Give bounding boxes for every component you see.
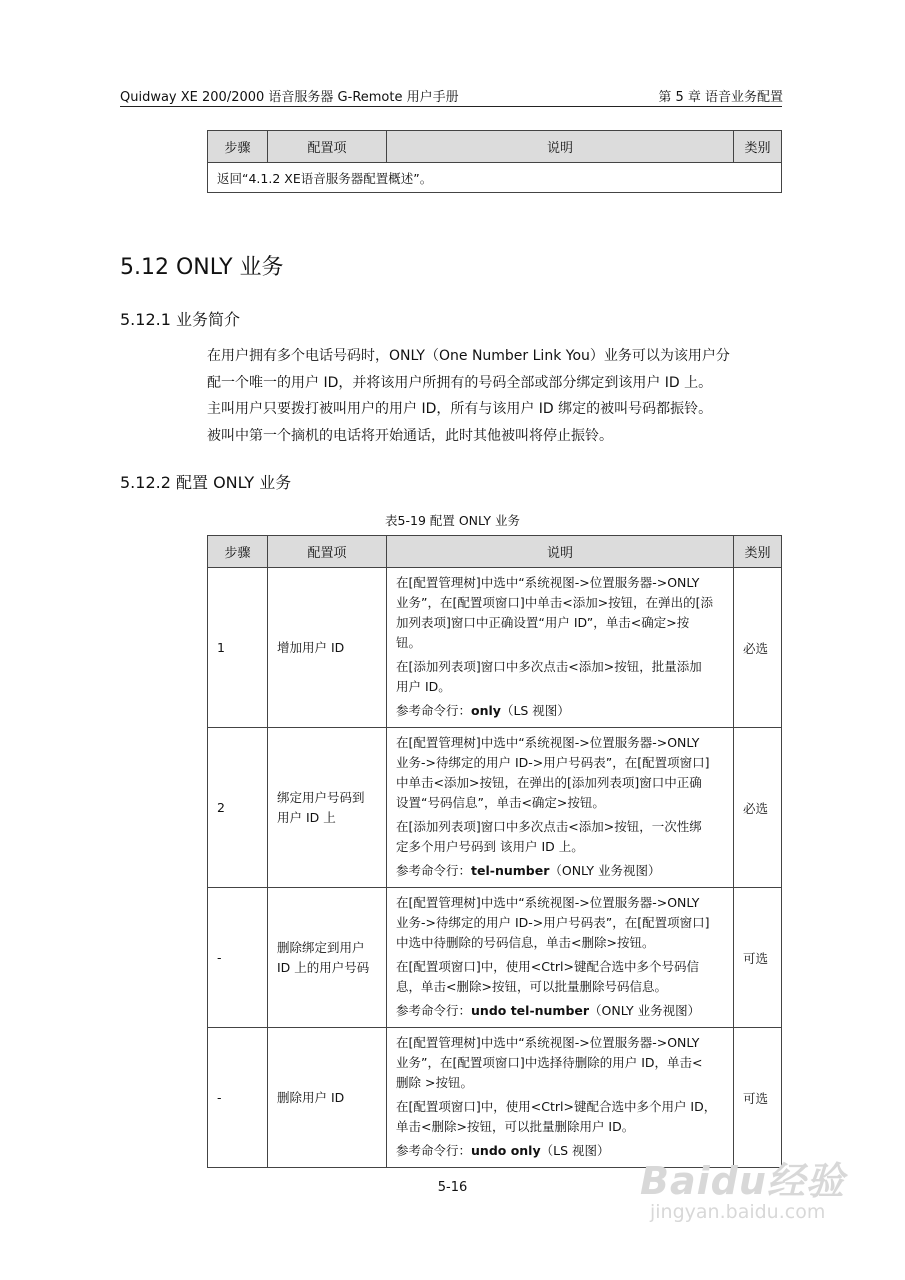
continued-table [207, 130, 782, 193]
desc-line: 在[添加列表项]窗口中多次点击<添加>按钮，一次性绑 [396, 819, 702, 834]
desc-line: 业务”，在[配置项窗口]中选择待删除的用户 ID，单击< [396, 1055, 703, 1070]
desc-paragraph [396, 1033, 724, 1093]
type-cell [734, 728, 782, 888]
type-label: 必选 [743, 640, 769, 656]
cmd-prefix: 参考命令行： [396, 863, 472, 878]
desc-line: 息，单击<删除>按钮，可以批量删除号码信息。 [396, 979, 667, 994]
header-item: 配置项 [268, 131, 387, 163]
desc-cell [387, 1028, 734, 1168]
item-line: 增加用户 ID [277, 639, 345, 655]
desc-line: 业务->待绑定的用户 ID->用户号码表”，在[配置项窗口] [396, 755, 710, 770]
desc-line: 中选中待删除的号码信息，单击<删除>按钮。 [396, 935, 655, 950]
desc-line: 定多个用户号码到 该用户 ID 上。 [396, 839, 584, 854]
step-cell [208, 568, 268, 728]
desc-line: 钮。 [396, 635, 422, 650]
item-line: 删除用户 ID [277, 1089, 345, 1105]
subsection-title-intro: 5.12.1 业务简介 [120, 310, 240, 329]
intro-line: 主叫用户只要拨打被叫用户的用户 ID，所有与该用户 ID 绑定的被叫号码都振铃。 [207, 401, 713, 417]
cmd-suffix: （ONLY 业务视图） [589, 1003, 701, 1018]
desc-line: 在[配置项窗口]中，使用<Ctrl>键配合选中多个用户 ID， [396, 1099, 717, 1114]
item-cell [268, 728, 387, 888]
item-line: ID 上的用户号码 [277, 959, 370, 975]
table-row [208, 728, 782, 888]
header-type: 类别 [734, 536, 782, 568]
desc-line: 在[配置管理树]中选中“系统视图->位置服务器->ONLY [396, 575, 700, 590]
desc-paragraph [396, 1097, 724, 1137]
subsection-title-config: 5.12.2 配置 ONLY 业务 [120, 473, 292, 492]
header-rule [120, 106, 782, 107]
desc-line: 加列表项]窗口中正确设置“用户 ID”，单击<确定>按 [396, 615, 690, 630]
table-caption: 表5-19 配置 ONLY 业务 [385, 513, 520, 528]
desc-line: 在[配置管理树]中选中“系统视图->位置服务器->ONLY [396, 895, 700, 910]
table-row [208, 568, 782, 728]
running-header-right: 第 5 章 语音业务配置 [658, 90, 783, 105]
desc-paragraph [396, 733, 724, 813]
baidu-watermark [640, 1150, 845, 1223]
desc-line: 业务->待绑定的用户 ID->用户号码表”，在[配置项窗口] [396, 915, 710, 930]
desc-line: 用户 ID。 [396, 679, 451, 694]
desc-line: 在[配置项窗口]中，使用<Ctrl>键配合选中多个号码信 [396, 959, 699, 974]
intro-line: 被叫中第一个摘机的电话将开始通话，此时其他被叫将停止振铃。 [207, 427, 613, 444]
type-cell [734, 888, 782, 1028]
desc-line: 删除 >按钮。 [396, 1075, 473, 1090]
desc-line: 在[配置管理树]中选中“系统视图->位置服务器->ONLY [396, 1035, 700, 1050]
table-row [208, 888, 782, 1028]
cmd-suffix: （LS 视图） [540, 1143, 610, 1158]
page-number: 5-16 [437, 1180, 468, 1195]
item-cell [268, 568, 387, 728]
cmd-prefix: 参考命令行： [396, 1003, 472, 1018]
table-header-row [208, 536, 782, 568]
step-cell [208, 888, 268, 1028]
table-row [208, 1028, 782, 1168]
reference-command [396, 701, 724, 721]
header-desc: 说明 [387, 131, 734, 163]
table-header-row [208, 131, 782, 163]
desc-line: 单击<删除>按钮，可以批量删除用户 ID。 [396, 1119, 635, 1134]
item-line: 绑定用户号码到 [277, 789, 365, 805]
header-step: 步骤 [208, 131, 268, 163]
type-cell [734, 568, 782, 728]
item-cell [268, 1028, 387, 1168]
reference-command [396, 1001, 724, 1021]
type-cell [734, 1028, 782, 1168]
desc-paragraph [396, 573, 724, 653]
step-number: - [217, 950, 222, 965]
desc-line: 业务”，在[配置项窗口]中单击<添加>按钮，在弹出的[添 [396, 595, 714, 610]
watermark-url: jingyan.baidu.com [650, 1201, 826, 1223]
watermark-logo: Baidu经验 [640, 1159, 845, 1203]
header-item: 配置项 [268, 536, 387, 568]
desc-line: 在[配置管理树]中选中“系统视图->位置服务器->ONLY [396, 735, 700, 750]
desc-paragraph [396, 817, 724, 857]
step-number: - [217, 1090, 222, 1105]
desc-paragraph [396, 657, 724, 697]
desc-line: 在[添加列表项]窗口中多次点击<添加>按钮，批量添加 [396, 659, 702, 674]
intro-paragraph [207, 343, 730, 449]
reference-command [396, 861, 724, 881]
desc-cell [387, 728, 734, 888]
only-config-table [207, 535, 782, 1168]
header-desc: 说明 [387, 536, 734, 568]
cmd-suffix: （ONLY 业务视图） [549, 863, 661, 878]
desc-line: 设置“号码信息”，单击<确定>按钮。 [396, 795, 605, 810]
desc-line: 中单击<添加>按钮，在弹出的[添加列表项]窗口中正确 [396, 775, 702, 790]
item-cell [268, 888, 387, 1028]
step-cell [208, 728, 268, 888]
header-type: 类别 [734, 131, 782, 163]
type-label: 可选 [743, 950, 769, 966]
cmd: undo only [471, 1143, 541, 1158]
step-number: 1 [217, 640, 225, 655]
desc-paragraph [396, 957, 724, 997]
return-link-text: 返回“4.1.2 XE语音服务器配置概述”。 [208, 163, 782, 193]
item-line: 删除绑定到用户 [277, 939, 365, 955]
type-label: 必选 [743, 800, 769, 816]
cmd: undo tel-number [471, 1003, 590, 1018]
cmd: only [471, 703, 501, 718]
type-label: 可选 [743, 1090, 769, 1106]
desc-cell [387, 568, 734, 728]
cmd-prefix: 参考命令行： [396, 1143, 472, 1158]
step-number: 2 [217, 800, 225, 815]
intro-line: 配一个唯一的用户 ID，并将该用户所拥有的号码全部或部分绑定到该用户 ID 上。 [207, 374, 713, 391]
cmd-prefix: 参考命令行： [396, 703, 472, 718]
running-header-left: Quidway XE 200/2000 语音服务器 G-Remote 用户手册 [120, 90, 459, 105]
section-title: 5.12 ONLY 业务 [120, 255, 284, 280]
desc-paragraph [396, 893, 724, 953]
step-cell [208, 1028, 268, 1168]
item-line: 用户 ID 上 [277, 809, 336, 825]
desc-cell [387, 888, 734, 1028]
header-step: 步骤 [208, 536, 268, 568]
intro-line: 在用户拥有多个电话号码时，ONLY（One Number Link You）业务可以为该用户分 [207, 348, 730, 364]
cmd: tel-number [471, 863, 550, 878]
cmd-suffix: （LS 视图） [500, 703, 570, 718]
